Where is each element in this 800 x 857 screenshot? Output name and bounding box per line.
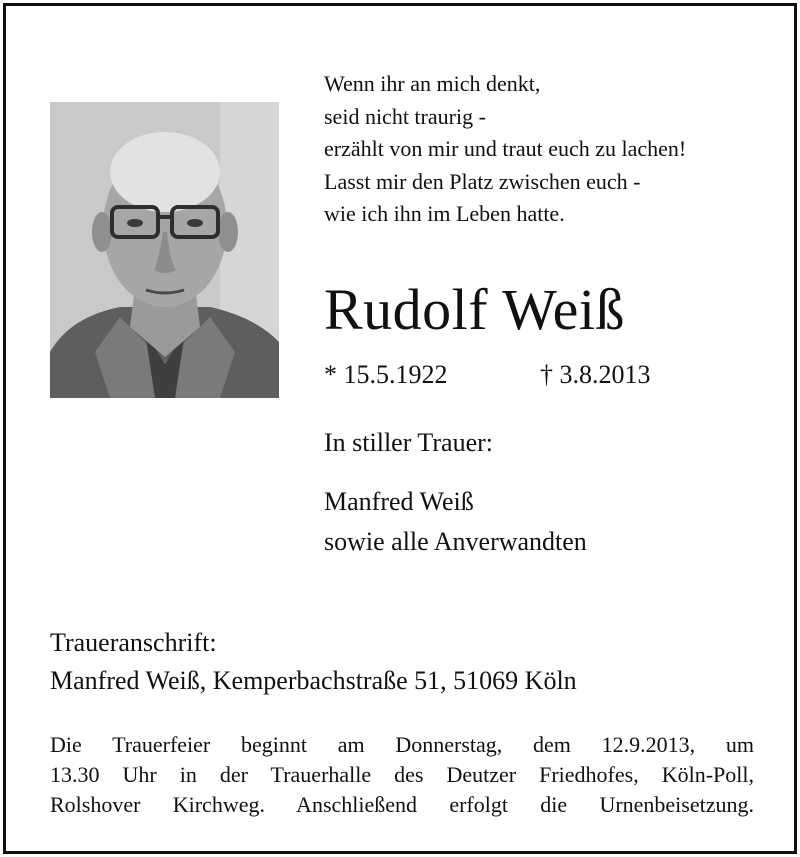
mourning-address: Manfred Weiß, Kemperbachstraße 51, 51069 Köln [50,666,577,695]
deceased-name: Rudolf Weiß [324,277,626,342]
ceremony-notice [50,730,754,820]
mourner-name: sowie alle Anverwandten [324,527,587,556]
death-date: † 3.8.2013 [540,360,651,389]
poem-line: seid nicht traurig - [324,103,486,129]
portrait-photo [50,102,279,398]
mourner-name: Manfred Weiß [324,487,474,516]
ceremony-line: Die Trauerfeier beginnt am Donnerstag, dem 12.9.2013, um [50,732,754,757]
portrait-illustration [50,102,279,398]
memorial-poem [324,68,784,231]
poem-line: wie ich ihn im Leben hatte. [324,201,565,226]
mourner-list [324,482,587,562]
poem-line: erzählt von mir und traut euch zu lachen! [324,136,687,161]
obituary-notice [3,3,797,854]
poem-line: Lasst mir den Platz zwischen euch - [324,168,641,194]
mourning-heading: In stiller Trauer: [324,428,493,457]
ceremony-line: Rolshover Kirchweg. Anschließend erfolgt die Urnenbeisetzung. [50,792,754,817]
ceremony-line: 13.30 Uhr in der Trauerhalle des Deutzer Friedhofes, Köln-Poll, [50,762,754,787]
address-heading: Traueranschrift: [50,628,217,657]
birth-date: * 15.5.1922 [324,360,448,389]
poem-line: Wenn ihr an mich denkt, [324,71,541,96]
